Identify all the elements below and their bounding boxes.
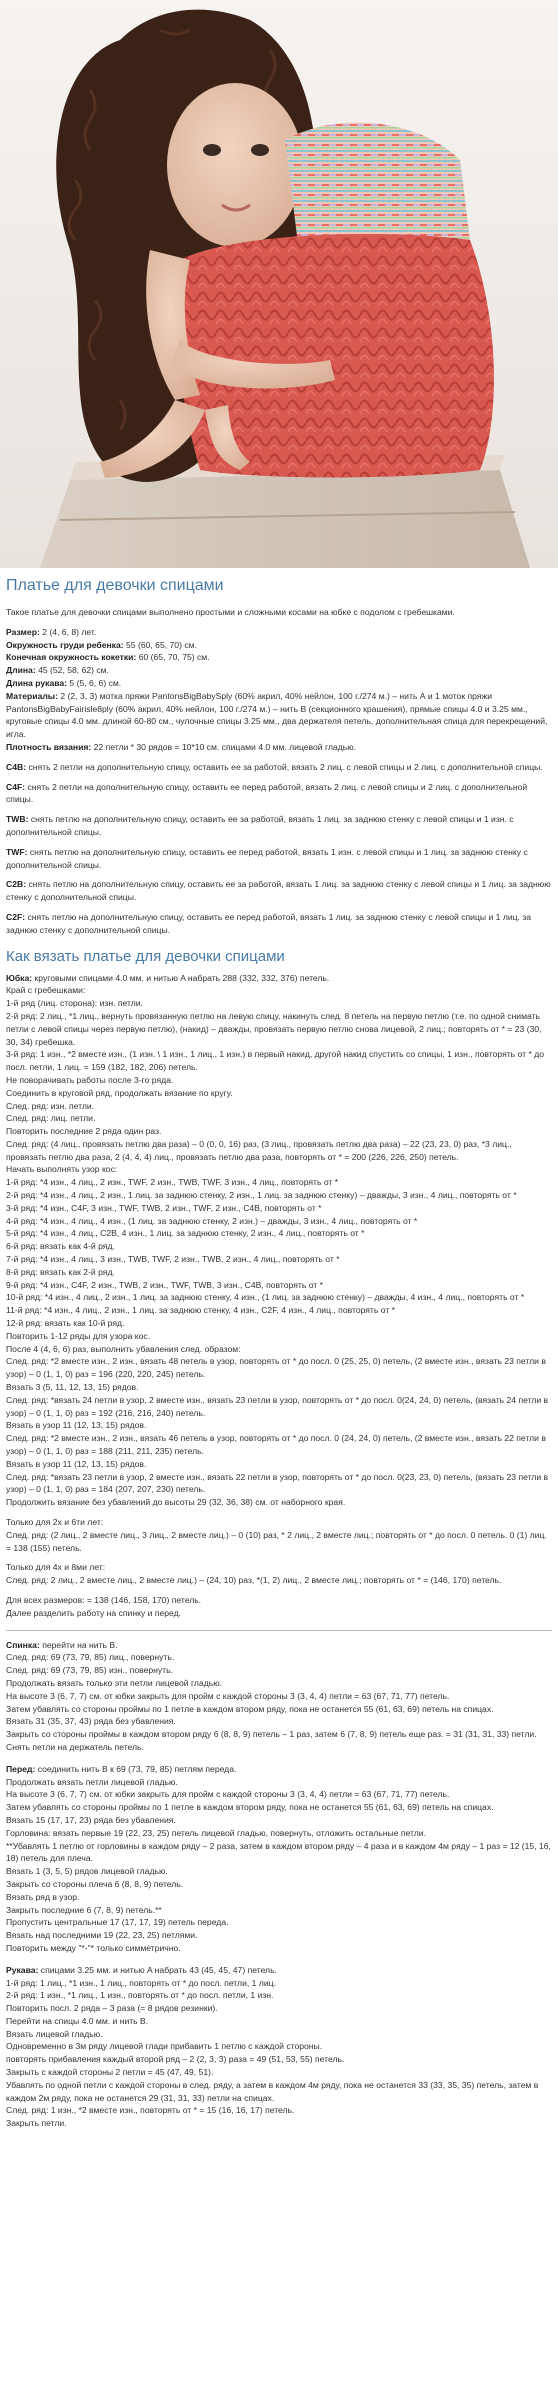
instruction-line: 4-й ряд: *4 изн., 4 лиц., 4 изн., (1 лиц. за заднюю стенку, 2 изн.) – дважды, 3 изн., 4 лиц., повторять от * bbox=[6, 1215, 418, 1226]
spec-size: Размер: 2 (4, 6, 8) лет. bbox=[6, 626, 97, 637]
spec-yoke: Конечная окружность кокетки: 60 (65, 70, 75) см. bbox=[6, 652, 210, 663]
instruction-line: 3-й ряд: 1 изн., *2 вместе изн., (1 изн. \ 1 изн., 1 лиц., 1 изн.) в первый накид, другой накид спустить со спицы, 1 изн., повторять от * до посл. петли, 1 лиц. = 159 (182, 182, 206) петель. bbox=[6, 1049, 544, 1073]
instruction-line: Закрыть последние 6 (7, 8, 9) петель.** bbox=[6, 1904, 162, 1915]
instruction-line: Повторить между "*-"* только симметрично. bbox=[6, 1942, 181, 1953]
instruction-line: След. ряд: *вязать 24 петли в узор, 2 вместе изн., вязать 23 петли в узор, повторять от * до посл. 0(24, 24, 0) петель, (вязать 24 петли в узор) – 0 (1, 1, 0) раз = 192 (216, 216, 240) петель. bbox=[6, 1394, 549, 1418]
front-intro: Перед: соединить нить B к 69 (73, 79, 85) петлям переда. bbox=[6, 1763, 237, 1774]
instruction-line: 12-й ряд: вязать как 10-й ряд. bbox=[6, 1318, 125, 1329]
instruction-line: На высоте 3 (6, 7, 7) см. от юбки закрыть для пройм с каждой стороны 3 (3, 4, 4) петли = 63 (67, 71, 77) петель. bbox=[6, 1789, 450, 1800]
instruction-line: Затем убавлять со стороны проймы по 1 петле в каждом втором ряду, пока не останется 55 (61, 63, 69) петель на спицах. bbox=[6, 1802, 494, 1813]
instruction-line: После 4 (4, 6, 6) раз, выполнить убавления след. образом: bbox=[6, 1343, 241, 1354]
spec-sleeve-length: Длина рукава: 5 (5, 6, 6) см. bbox=[6, 677, 122, 688]
instruction-line: Вязать 15 (17, 17, 23) ряда без убавления. bbox=[6, 1814, 176, 1825]
instruction-line: 5-й ряд: *4 изн., 4 лиц., C2B, 4 изн., 1 лиц. за заднюю стенку, 2 изн., 4 лиц., повторять от * bbox=[6, 1228, 365, 1239]
article-content bbox=[0, 568, 558, 2387]
instruction-line: Вязать ряд в узор. bbox=[6, 1891, 80, 1902]
instruction-line: Снять петли на держатель петель. bbox=[6, 1741, 144, 1752]
instruction-line: Закрыть петли. bbox=[6, 2118, 67, 2129]
back-instructions bbox=[6, 1651, 552, 1753]
instruction-line: Одновременно в 3м ряду лицевой глади прибавить 1 петлю с каждой стороны. bbox=[6, 2041, 323, 2052]
specs-section bbox=[6, 626, 552, 754]
instruction-line: 1-й ряд: 1 лиц., *1 изн., 1 лиц., повторять от * до посл. петли, 1 лиц. bbox=[6, 1977, 276, 1988]
instruction-line: Перейти на спицы 4.0 мм. и нить B. bbox=[6, 2015, 149, 2026]
instruction-line: На высоте 3 (6, 7, 7) см. от юбки закрыть для пройм с каждой стороны 3 (3, 4, 4) петли = 63 (67, 71, 77) петель. bbox=[6, 1690, 450, 1701]
instruction-line: повторять прибавления каждый второй ряд – 2 (2, 3, 3) раза = 49 (51, 53, 55) петель. bbox=[6, 2054, 345, 2065]
instruction-line: Вязать над последними 19 (22, 23, 25) петлями. bbox=[6, 1930, 198, 1941]
instruction-line: Пропустить центральные 17 (17, 17, 19) петель переда. bbox=[6, 1917, 229, 1928]
instruction-line: Продолжить вязание без убавлений до высоты 29 (32, 36, 38) см. от наборного края. bbox=[6, 1497, 346, 1508]
instruction-line: Убавлять по одной петли с каждой стороны в след. ряду, а затем в каждом 4м ряду, пока не останется 33 (33, 35, 35) петель, затем в каждом 2м ряду, пока не останется 29 (31, 31, 33) петли на спицах. bbox=[6, 2079, 539, 2103]
instruction-line: След. ряд: *вязать 23 петли в узор, 2 вместе изн., вязать 22 петли в узор, повторять от * до посл. 0(23, 23, 0) петель, (вязать 23 петли в узор) – 0 (1, 1, 0) раз = 184 (207, 207, 230) петель. bbox=[6, 1471, 549, 1495]
size-4-8-instructions bbox=[6, 1561, 552, 1587]
instruction-line: Повторить последние 2 ряда один раз. bbox=[6, 1126, 162, 1137]
spec-chest: Окружность груди ребенка: 55 (60, 65, 70) см. bbox=[6, 639, 197, 650]
instruction-line: Затем убавлять со стороны проймы по 1 петле в каждом втором ряду, пока не останется 55 (61, 63, 69) петель на спицах. bbox=[6, 1703, 494, 1714]
howto-title: Как вязать платье для девочки спицами bbox=[6, 947, 285, 965]
article-title: Платье для девочки спицами bbox=[6, 577, 224, 594]
instruction-line: Вязать 1 (3, 5, 5) рядов лицевой гладью. bbox=[6, 1866, 168, 1877]
instruction-line: 8-й ряд: вязать как 2-й ряд. bbox=[6, 1266, 115, 1277]
instruction-line: Соединить в круговой ряд, продолжать вязание по кругу. bbox=[6, 1087, 233, 1098]
instruction-line: 9-й ряд: *4 изн., C4F, 2 изн., TWB, 2 изн., TWF, TWB, 3 изн., C4B, повторять от * bbox=[6, 1279, 323, 1290]
instruction-line: Повторить посл. 2 ряда – 3 раза (= 8 рядов резинки). bbox=[6, 2003, 218, 2014]
instruction-line: След. ряд: изн. петли. bbox=[6, 1100, 95, 1111]
instruction-line: След. ряд: 1 изн., *2 вместе изн., повторять от * = 15 (16, 16, 17) петель. bbox=[6, 2105, 295, 2116]
abbr-c2f: C2F: снять петлю на дополнительную спицу, оставить ее перед работой, вязать 1 лиц. за заднюю стенку с левой спицы и 1 лиц. за заднюю стенку с дополнительной спицы. bbox=[6, 911, 532, 935]
instruction-line: След. ряд: 69 (73, 79, 85) лиц., повернуть. bbox=[6, 1652, 175, 1663]
section-divider bbox=[6, 1630, 552, 1631]
abbr-c4b: C4B: снять 2 петли на дополнительную спицу, оставить ее за работой, вязать 2 лиц. с левой спицы и 2 лиц. с дополнительной спицы. bbox=[6, 761, 543, 772]
front-instructions bbox=[6, 1776, 552, 1955]
spec-gauge: Плотность вязания: 22 петли * 30 рядов = 10*10 см. спицами 4.0 мм. лицевой гладью. bbox=[6, 741, 357, 752]
instruction-line: Только для 4х и 8ми лет: bbox=[6, 1562, 106, 1573]
sleeve-intro: Рукава: спицами 3.25 мм. и нитью A набрать 43 (45, 45, 47) петель. bbox=[6, 1964, 277, 1975]
skirt-intro: Юбка: круговыми спицами 4.0 мм. и нитью A набрать 288 (332, 332, 376) петель. bbox=[6, 972, 330, 983]
abbr-c2b: C2B: снять петлю на дополнительную спицу, оставить ее за работой, вязать 1 лиц. за заднюю стенку с левой спицы и 1 лиц. за заднюю стенку с дополнительной спицы. bbox=[6, 879, 551, 903]
instruction-line: Вязать в узор 11 (12, 13, 15) рядов. bbox=[6, 1458, 147, 1469]
instruction-line: Для всех размеров: = 138 (146, 158, 170) петель. bbox=[6, 1594, 202, 1605]
instruction-line: Закрыть со стороны плеча 6 (8, 8, 9) петель. bbox=[6, 1878, 184, 1889]
size-2-6-instructions bbox=[6, 1516, 552, 1554]
back-intro: Спинка: перейти на нить B. bbox=[6, 1639, 118, 1650]
hero-photo bbox=[0, 0, 558, 568]
instruction-line: Далее разделить работу на спинку и перед. bbox=[6, 1607, 182, 1618]
instruction-line: 7-й ряд: *4 изн., 4 лиц., 3 изн., TWB, TWF, 2 изн., TWB, 2 изн., 4 лиц., повторять от * bbox=[6, 1254, 340, 1265]
instruction-line: Повторить 1-12 ряды для узора кос. bbox=[6, 1330, 151, 1341]
instruction-line: 3-й ряд: *4 изн., C4F, 3 изн., TWF, TWB, 2 изн., TWF, 2 изн., C4B, повторять от * bbox=[6, 1202, 322, 1213]
instruction-line: 2-й ряд: *4 изн., 4 лиц., 2 изн., 1 лиц. за заднюю стенку, 2 изн., 1 лиц. за заднюю стенку) – дважды, 3 изн., 4 лиц., повторять от * bbox=[6, 1190, 517, 1201]
instruction-line: 1-й ряд (лиц. сторона): изн. петли. bbox=[6, 998, 143, 1009]
instruction-line: След. ряд: 69 (73, 79, 85) изн., повернуть. bbox=[6, 1665, 173, 1676]
instruction-line: 2-й ряд: 1 изн., *1 лиц., 1 изн., повторять от * до посл. петли, 1 изн. bbox=[6, 1990, 274, 2001]
abbr-twb: TWB: снять петлю на дополнительную спицу, оставить ее за работой, вязать 1 лиц. за заднюю стенку с левой спицы и 1 изн. с дополнительной спицы. bbox=[6, 814, 514, 837]
instruction-line: Вязать лицевой гладью. bbox=[6, 2028, 103, 2039]
sleeve-instructions bbox=[6, 1977, 552, 2131]
instruction-line: 6-й ряд: вязать как 4-й ряд. bbox=[6, 1241, 115, 1252]
instruction-line: След. ряд: (4 лиц., провязать петлю два раза) – 0 (0, 0, 16) раз, (3 лиц., провязать петлю два раза) – 22 (23, 23, 0) раз, *3 лиц., провязать петлю два раза, 2 (4, 4, 4) лиц., провязать петлю два раза, повторять от * = 200 (226, 226, 250) петель. bbox=[6, 1138, 512, 1162]
instruction-line: Вязать 31 (35, 37, 43) ряда без убавления. bbox=[6, 1716, 176, 1727]
instruction-line: Вязать 3 (5, 11, 12, 13, 15) рядов. bbox=[6, 1382, 139, 1393]
instruction-line: Продолжать вязать только эти петли лицевой гладью. bbox=[6, 1677, 223, 1688]
instruction-line: След. ряд: *2 вместе изн., 2 изн., вязать 46 петель в узор, повторять от * до посл. 0 (24, 24, 0) петель, (2 вместе изн., вязать 22 петли в узор) – 0 (1, 1, 0) раз = 188 (211, 211, 235) петель. bbox=[6, 1433, 546, 1457]
instruction-line: Закрыть с каждой стороны 2 петли = 45 (47, 49, 51). bbox=[6, 2067, 214, 2078]
instruction-line: Вязать в узор 11 (12, 13, 15) рядов. bbox=[6, 1420, 147, 1431]
instruction-line: 10-й ряд: *4 изн., 4 лиц., 2 изн., 1 лиц. за заднюю стенку, 4 изн., (1 лиц. за заднюю стенку) – дважды, 4 изн., 4 лиц., повторять от * bbox=[6, 1292, 525, 1303]
instruction-line: Закрыть со стороны проймы в каждом втором ряду 6 (8, 8, 9) петель – 1 раз, затем 6 (7, 8, 9) петель еще раз. = 31 (31, 31, 33) петли. bbox=[6, 1729, 537, 1740]
instruction-line: Только для 2х и 6ти лет: bbox=[6, 1517, 104, 1527]
instruction-line: 1-й ряд: *4 изн., 4 лиц., 2 изн., TWF, 2 изн., TWB, TWF, 3 изн., 4 лиц., повторять от * bbox=[6, 1177, 339, 1188]
abbr-twf: TWF: снять петлю на дополнительную спицу, оставить ее перед работой, вязать 1 изн. с левой спицы и 1 лиц. за заднюю стенку с дополнительной спицы. bbox=[6, 846, 528, 870]
instruction-line: Край с гребешками: bbox=[6, 985, 86, 996]
abbr-c4f: C4F: снять 2 петли на дополнительную спицу, оставить ее перед работой, вязать 2 лиц. с левой спицы и 2 лиц. с дополнительной спицы. bbox=[6, 781, 528, 805]
instruction-line: След. ряд: *2 вместе изн., 2 изн., вязать 48 петель в узор, повторять от * до посл. 0 (25, 25, 0) петель, (2 вместе изн., вязать 23 петли в узор) – 0 (1, 1, 0) раз = 196 (220, 220, 245) петель. bbox=[6, 1356, 546, 1380]
all-sizes-instructions bbox=[6, 1594, 552, 1620]
instruction-line: Продолжать вязать петли лицевой гладью. bbox=[6, 1776, 178, 1787]
instruction-line: 11-й ряд: *4 изн., 4 лиц., 2 изн., 1 лиц. за заднюю стенку, 4 изн., C2F, 4 изн., 4 лиц., повторять от * bbox=[6, 1305, 395, 1316]
spec-length: Длина: 45 (52, 58, 62) см. bbox=[6, 665, 109, 676]
instruction-line: 2-й ряд: 2 лиц., *1 лиц., вернуть провязанную петлю на левую спицу, накинуть след. 8 петель на первую петлю (т.е. по одной снимать петли с левой спицы через первую петлю), (накид) – дважды, провязать первую петлю снова лицевой, 2 лиц.; повторять от * = 23 (30, 30, 34) гребешка. bbox=[6, 1010, 542, 1047]
skirt-instructions bbox=[6, 984, 552, 1509]
instruction-line: Начать выполнять узор кос: bbox=[6, 1164, 118, 1175]
article-intro: Такое платье для девочки спицами выполнено простыми и сложными косами на юбке с подолом с гребешками. bbox=[6, 607, 455, 617]
instruction-line: **Убавлять 1 петлю от горловины в каждом ряду – 2 раза, затем в каждом втором ряду – 4 раза и в каждом 4м ряду – 1 раз = 12 (15, 16, 18) петель для плеча. bbox=[6, 1840, 551, 1864]
instruction-line: След. ряд: (2 лиц., 2 вместе лиц., 3 лиц., 2 вместе лиц.) – 0 (10) раз, * 2 лиц., 2 вместе лиц.; повторять от * до посл. 0 петель. 0 (1) лиц. = 138 (155) петель. bbox=[6, 1529, 547, 1553]
spec-materials: Материалы: 2 (2, 3, 3) мотка пряжи PantonsBigBabySply (60% акрил, 40% нейлон, 100 г./274 м.) – нить А и 1 моток пряжи PantonsBigBabyFairisle8ply (60% акрил, 40% нейлон, 100 г./274 м.) – нить B (секционного крашения), прямые спицы 4.0 и 3.25 мм., круговые спицы 4.0 мм. длиной 60-80 см., чулочные спицы 3.25 мм., два держателя петель, дополнительная спица для перекрещений, игла. bbox=[6, 690, 548, 740]
instruction-line: След. ряд: лиц. петли. bbox=[6, 1113, 96, 1124]
instruction-line: След. ряд: 2 лиц., 2 вместе лиц., 2 вместе лиц.) – (24, 10) раз, *(1, 2) лиц., 2 вместе лиц.; повторять от * = (146, 170) петель. bbox=[6, 1575, 502, 1586]
instruction-line: Не поворачивать работы после 3-го ряда. bbox=[6, 1074, 174, 1085]
girl-in-knitted-dress-illustration bbox=[0, 0, 558, 568]
instruction-line: Горловина: вязать первые 19 (22, 23, 25) петель лицевой гладью, повернуть, отложить остальные петли. bbox=[6, 1827, 426, 1838]
abbreviations-section bbox=[6, 761, 552, 937]
